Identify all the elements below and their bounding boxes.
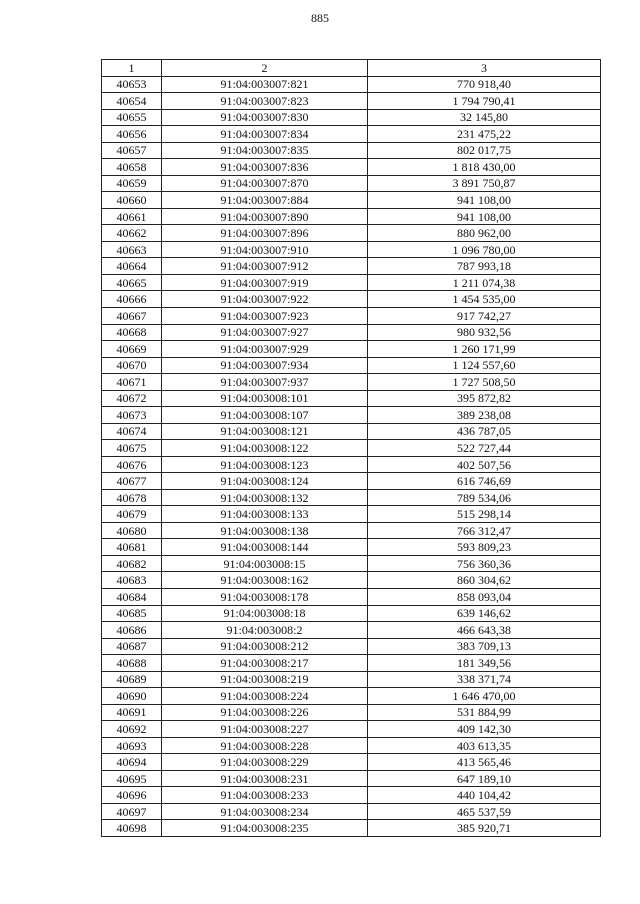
row-number-cell: 40678 [102,489,162,506]
row-number-cell: 40670 [102,357,162,374]
table-body [102,60,601,837]
value-cell: 1 260 171,99 [368,341,601,358]
cadastral-number-cell: 91:04:003008:138 [162,522,368,539]
row-number-cell: 40672 [102,390,162,407]
value-cell: 403 613,35 [368,737,601,754]
value-cell: 593 809,23 [368,539,601,556]
row-number-cell: 40687 [102,638,162,655]
cadastral-number-cell: 91:04:003008:133 [162,506,368,523]
value-cell: 647 189,10 [368,770,601,787]
page-number: 885 [311,11,329,25]
value-cell: 522 727,44 [368,440,601,457]
table-row [102,93,601,110]
cadastral-number-cell: 91:04:003007:896 [162,225,368,242]
value-cell: 466 643,38 [368,622,601,639]
value-cell: 802 017,75 [368,142,601,159]
table-row [102,820,601,837]
data-table [101,59,601,837]
cadastral-number-cell: 91:04:003008:132 [162,489,368,506]
row-number-cell: 40692 [102,721,162,738]
value-cell: 440 104,42 [368,787,601,804]
row-number-cell: 40682 [102,555,162,572]
cadastral-number-cell: 91:04:003008:101 [162,390,368,407]
value-cell: 409 142,30 [368,721,601,738]
cadastral-number-cell: 91:04:003008:122 [162,440,368,457]
row-number-cell: 40656 [102,126,162,143]
table-row [102,638,601,655]
row-number-cell: 40657 [102,142,162,159]
value-cell: 385 920,71 [368,820,601,837]
value-cell: 941 108,00 [368,208,601,225]
value-cell: 1 727 508,50 [368,374,601,391]
value-cell: 941 108,00 [368,192,601,209]
column-header: 1 [102,60,162,77]
cadastral-number-cell: 91:04:003007:834 [162,126,368,143]
row-number-cell: 40675 [102,440,162,457]
table-header-row [102,60,601,77]
cadastral-number-cell: 91:04:003008:226 [162,704,368,721]
row-number-cell: 40697 [102,803,162,820]
row-number-cell: 40684 [102,589,162,606]
table-row [102,225,601,242]
value-cell: 515 298,14 [368,506,601,523]
value-cell: 639 146,62 [368,605,601,622]
cadastral-number-cell: 91:04:003007:912 [162,258,368,275]
value-cell: 338 371,74 [368,671,601,688]
cadastral-number-cell: 91:04:003008:235 [162,820,368,837]
table-row [102,473,601,490]
table-row [102,572,601,589]
table-row [102,688,601,705]
row-number-cell: 40662 [102,225,162,242]
row-number-cell: 40695 [102,770,162,787]
cadastral-number-cell: 91:04:003007:823 [162,93,368,110]
table-row [102,721,601,738]
table-row [102,357,601,374]
row-number-cell: 40691 [102,704,162,721]
table-row [102,423,601,440]
cadastral-number-cell: 91:04:003008:212 [162,638,368,655]
row-number-cell: 40671 [102,374,162,391]
value-cell: 389 238,08 [368,407,601,424]
value-cell: 231 475,22 [368,126,601,143]
table-row [102,622,601,639]
cadastral-number-cell: 91:04:003008:233 [162,787,368,804]
cadastral-number-cell: 91:04:003008:228 [162,737,368,754]
table-row [102,555,601,572]
table-row [102,159,601,176]
value-cell: 383 709,13 [368,638,601,655]
value-cell: 436 787,05 [368,423,601,440]
value-cell: 1 646 470,00 [368,688,601,705]
row-number-cell: 40655 [102,109,162,126]
value-cell: 1 454 535,00 [368,291,601,308]
table-row [102,192,601,209]
table-row [102,291,601,308]
row-number-cell: 40665 [102,274,162,291]
value-cell: 3 891 750,87 [368,175,601,192]
value-cell: 32 145,80 [368,109,601,126]
value-cell: 770 918,40 [368,76,601,93]
value-cell: 858 093,04 [368,589,601,606]
row-number-cell: 40658 [102,159,162,176]
cadastral-number-cell: 91:04:003008:224 [162,688,368,705]
row-number-cell: 40680 [102,522,162,539]
table-row [102,754,601,771]
row-number-cell: 40664 [102,258,162,275]
cadastral-number-cell: 91:04:003008:227 [162,721,368,738]
cadastral-number-cell: 91:04:003007:830 [162,109,368,126]
row-number-cell: 40661 [102,208,162,225]
cadastral-number-cell: 91:04:003008:234 [162,803,368,820]
table-row [102,489,601,506]
cadastral-number-cell: 91:04:003008:231 [162,770,368,787]
value-cell: 395 872,82 [368,390,601,407]
value-cell: 980 932,56 [368,324,601,341]
table-row [102,671,601,688]
cadastral-number-cell: 91:04:003008:178 [162,589,368,606]
table-row [102,175,601,192]
value-cell: 1 096 780,00 [368,241,601,258]
row-number-cell: 40690 [102,688,162,705]
table-row [102,589,601,606]
row-number-cell: 40660 [102,192,162,209]
table-row [102,522,601,539]
table-row [102,390,601,407]
value-cell: 1 818 430,00 [368,159,601,176]
row-number-cell: 40679 [102,506,162,523]
cadastral-number-cell: 91:04:003008:229 [162,754,368,771]
table-row [102,506,601,523]
cadastral-number-cell: 91:04:003007:870 [162,175,368,192]
table-row [102,126,601,143]
row-number-cell: 40688 [102,655,162,672]
cadastral-number-cell: 91:04:003008:123 [162,456,368,473]
cadastral-number-cell: 91:04:003007:835 [162,142,368,159]
cadastral-number-cell: 91:04:003007:934 [162,357,368,374]
cadastral-number-cell: 91:04:003008:219 [162,671,368,688]
value-cell: 789 534,06 [368,489,601,506]
table-row [102,374,601,391]
value-cell: 181 349,56 [368,655,601,672]
row-number-cell: 40659 [102,175,162,192]
cadastral-number-cell: 91:04:003007:923 [162,307,368,324]
value-cell: 1 124 557,60 [368,357,601,374]
row-number-cell: 40698 [102,820,162,837]
row-number-cell: 40683 [102,572,162,589]
cadastral-number-cell: 91:04:003007:821 [162,76,368,93]
table-row [102,456,601,473]
table-row [102,787,601,804]
row-number-cell: 40696 [102,787,162,804]
table-row [102,440,601,457]
value-cell: 1 794 790,41 [368,93,601,110]
cadastral-number-cell: 91:04:003008:107 [162,407,368,424]
cadastral-number-cell: 91:04:003008:162 [162,572,368,589]
cadastral-number-cell: 91:04:003007:890 [162,208,368,225]
row-number-cell: 40676 [102,456,162,473]
row-number-cell: 40668 [102,324,162,341]
row-number-cell: 40667 [102,307,162,324]
cadastral-number-cell: 91:04:003007:919 [162,274,368,291]
value-cell: 880 962,00 [368,225,601,242]
cadastral-number-cell: 91:04:003007:884 [162,192,368,209]
value-cell: 1 211 074,38 [368,274,601,291]
table-row [102,324,601,341]
value-cell: 413 565,46 [368,754,601,771]
row-number-cell: 40689 [102,671,162,688]
table-row [102,737,601,754]
cadastral-number-cell: 91:04:003008:15 [162,555,368,572]
value-cell: 402 507,56 [368,456,601,473]
row-number-cell: 40693 [102,737,162,754]
row-number-cell: 40654 [102,93,162,110]
cadastral-number-cell: 91:04:003007:927 [162,324,368,341]
cadastral-number-cell: 91:04:003008:217 [162,655,368,672]
table-row [102,208,601,225]
table-row [102,539,601,556]
cadastral-number-cell: 91:04:003008:2 [162,622,368,639]
table-row [102,341,601,358]
row-number-cell: 40674 [102,423,162,440]
value-cell: 756 360,36 [368,555,601,572]
table-row [102,605,601,622]
row-number-cell: 40653 [102,76,162,93]
row-number-cell: 40663 [102,241,162,258]
value-cell: 531 884,99 [368,704,601,721]
row-number-cell: 40686 [102,622,162,639]
table-row [102,258,601,275]
row-number-cell: 40677 [102,473,162,490]
value-cell: 860 304,62 [368,572,601,589]
table-row [102,76,601,93]
value-cell: 787 993,18 [368,258,601,275]
value-cell: 616 746,69 [368,473,601,490]
table-row [102,407,601,424]
row-number-cell: 40694 [102,754,162,771]
table-row [102,142,601,159]
table-row [102,307,601,324]
value-cell: 917 742,27 [368,307,601,324]
table-row [102,803,601,820]
column-header: 3 [368,60,601,77]
column-header: 2 [162,60,368,77]
cadastral-number-cell: 91:04:003007:922 [162,291,368,308]
cadastral-number-cell: 91:04:003007:937 [162,374,368,391]
row-number-cell: 40685 [102,605,162,622]
cadastral-number-cell: 91:04:003007:836 [162,159,368,176]
table-row [102,274,601,291]
row-number-cell: 40673 [102,407,162,424]
table-row [102,241,601,258]
cadastral-number-cell: 91:04:003008:18 [162,605,368,622]
table-row [102,109,601,126]
table-row [102,704,601,721]
table-row [102,770,601,787]
cadastral-number-cell: 91:04:003008:144 [162,539,368,556]
row-number-cell: 40669 [102,341,162,358]
row-number-cell: 40666 [102,291,162,308]
cadastral-number-cell: 91:04:003007:929 [162,341,368,358]
cadastral-number-cell: 91:04:003008:121 [162,423,368,440]
row-number-cell: 40681 [102,539,162,556]
value-cell: 766 312,47 [368,522,601,539]
table-row [102,655,601,672]
value-cell: 465 537,59 [368,803,601,820]
cadastral-number-cell: 91:04:003007:910 [162,241,368,258]
cadastral-number-cell: 91:04:003008:124 [162,473,368,490]
